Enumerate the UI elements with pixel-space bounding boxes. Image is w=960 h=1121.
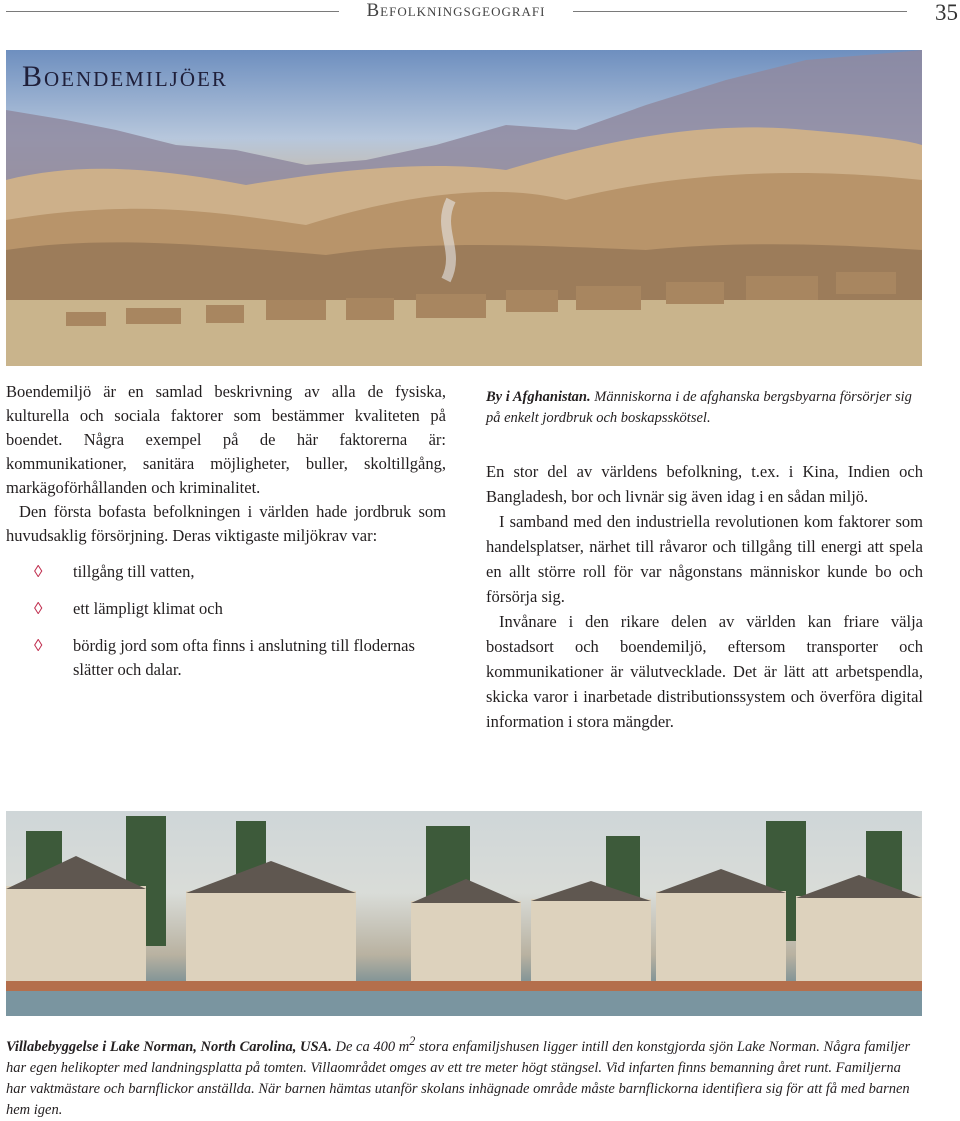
list-item xyxy=(6,634,446,682)
requirements-list xyxy=(6,560,446,682)
list-item-text: bördig jord som ofta finns i anslutning till flodernas slätter och dalar. xyxy=(73,636,415,679)
world-population-paragraph: En stor del av världens befolkning, t.ex. i Kina, Indien och Bangladesh, bor och livnär sig även idag i en sådan miljö. xyxy=(486,462,923,506)
caption-title: Villabebyggelse i Lake Norman, North Carolina, USA. xyxy=(6,1038,332,1055)
lakeside-villas-illustration xyxy=(6,811,922,1016)
rich-world-paragraph: Invånare i den rikare delen av världen kan friare välja bostadsort och boendemiljö, eftersom transporter och kommunikationer är välutvecklade. Det är lätt att arbetspendla, skicka varor i inarbetade distributionssystem och överföra digital information i stora mängder. xyxy=(486,612,923,731)
photo-caption-afghanistan xyxy=(486,387,923,429)
caption-title: By i Afghanistan. xyxy=(486,389,591,405)
list-item-text: tillgång till vatten, xyxy=(73,562,195,581)
list-item-text: ett lämpligt klimat och xyxy=(73,599,223,618)
photo-caption-lake-norman xyxy=(6,1031,922,1121)
caption-text: Människorna i de afghanska bergsbyarna försörjer sig på enkelt jordbruk och boskapsskötsel. xyxy=(486,389,912,426)
left-column xyxy=(6,380,446,695)
list-item xyxy=(6,597,446,621)
farming-paragraph: Den första bofasta befolkningen i världen hade jordbruk som huvudsaklig försörjning. Deras viktigaste miljökrav var: xyxy=(6,502,446,545)
industrial-revolution-paragraph: I samband med den industriella revolutionen kom faktorer som handelsplatser, närhet till råvaror och tillgång till energi att spela en allt större roll för var någonstans människor kunde bo och försörja sig. xyxy=(486,512,923,606)
caption-text-part-2: stora enfamiljshusen ligger intill den konstgjorda sjön Lake Norman. Några familjer har egen helikopter med landningsplatta på tomten. Villaområdet omges av ett tre meter högt stängsel. Vid infarten finns bemanning året runt. Familjerna har vaktmästare och barnflickor anställda. När barnen hämtas utanför skolans inhägnade område måste barnflickorna identifiera sig för att få med barnen hem igen. xyxy=(6,1038,911,1118)
list-item xyxy=(6,560,446,584)
diamond-bullet-icon: ◊ xyxy=(34,636,43,655)
superscript-two: 2 xyxy=(409,1034,416,1048)
diamond-bullet-icon: ◊ xyxy=(34,599,43,618)
header-rule-left xyxy=(6,11,339,12)
lake-norman-villas-photo xyxy=(6,811,922,1016)
section-title: Boendemiljöer xyxy=(22,60,228,93)
page-number: 35 xyxy=(935,0,958,25)
afghanistan-village-photo xyxy=(6,50,922,366)
right-column xyxy=(486,387,923,734)
village-landscape-illustration xyxy=(6,50,922,366)
intro-paragraph: Boendemiljö är en samlad beskrivning av alla de fysiska, kulturella och sociala faktorer som bestämmer kvaliteten på boendet. Några exempel på de här faktorerna är: kommunikationer, sanitära möjligheter, buller, skoltillgång, markägoförhållanden och kriminalitet. xyxy=(6,382,446,497)
diamond-bullet-icon: ◊ xyxy=(34,562,43,581)
caption-text-part-1: De ca 400 m xyxy=(335,1038,410,1055)
header-rule-right xyxy=(573,11,907,12)
running-header: Befolkningsgeografi xyxy=(366,0,546,21)
